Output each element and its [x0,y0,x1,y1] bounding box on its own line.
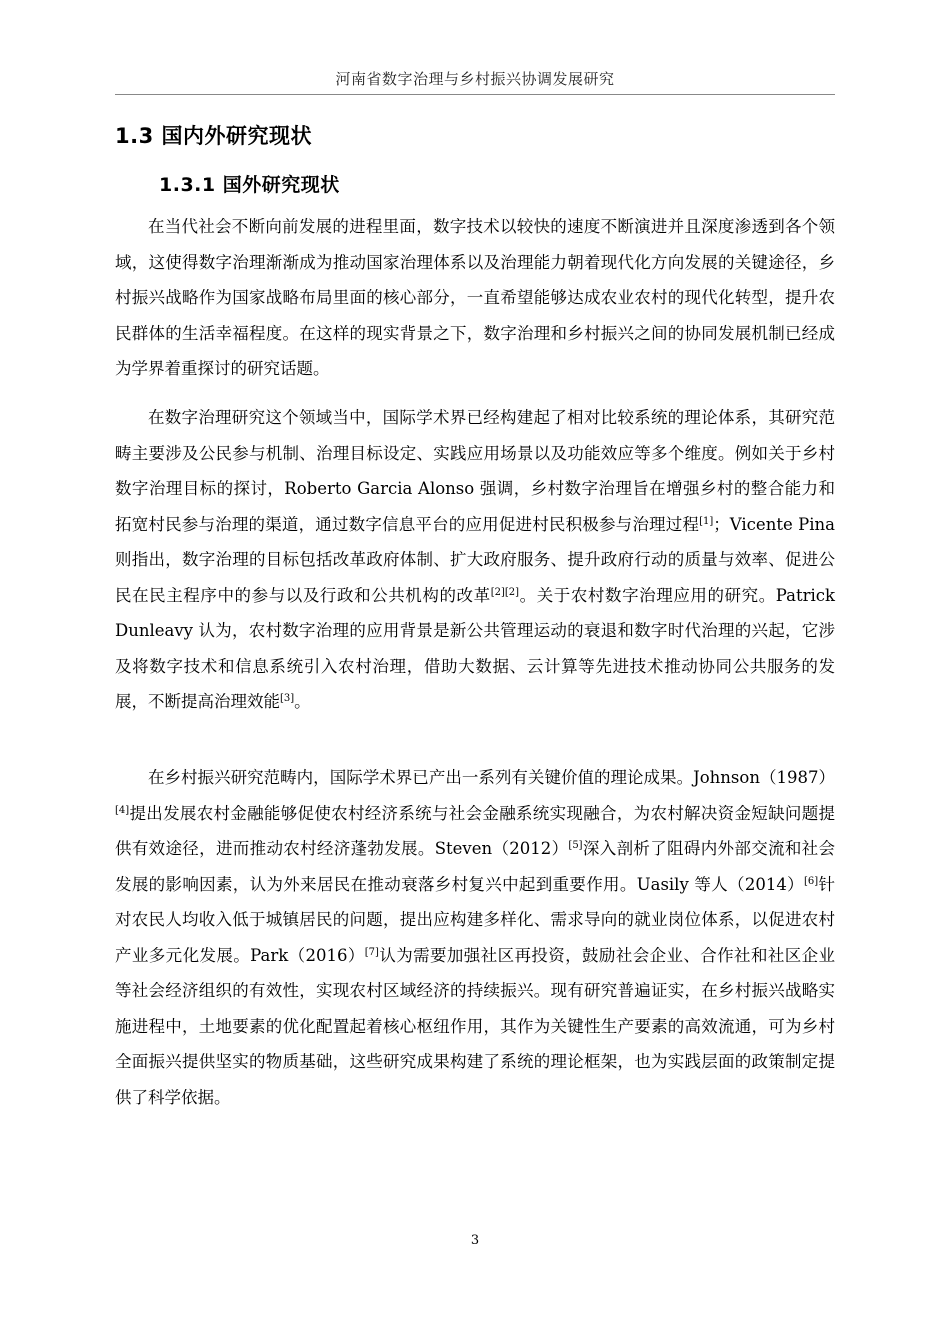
paragraph-1: 在当代社会不断向前发展的进程里面，数字技术以较快的速度不断演进并且深度渗透到各个领域，这使得数字治理渐渐成为推动国家治理体系以及治理能力朝着现代化方向发展的关键途径，乡村振兴战略作为国家战略布局里面的核心部分，一直希望能够达成农业农村的现代化转型，提升农民群体的生活幸福程度。在这样的现实背景之下，数字治理和乡村振兴之间的协同发展机制已经成为学界着重探讨的研究话题。 [115,217,835,378]
paragraph-2-text-3: 。关于农村数字治理应用的研究。Patrick Dunleavy 认为，农村数字治理的应用背景是新公共管理运动的衰退和数字时代治理的兴起，它涉及将数字技术和信息系统引入农村治理，借助大数据、云计算等先进技术推动协同公共服务的发展，不断提高治理效能 [115,585,836,711]
paragraph-2-text-4: 。 [294,692,311,711]
paragraph-3-text-1: 在乡村振兴研究范畴内，国际学术界已产出一系列有关键价值的理论成果。Johnson（1987） [148,768,835,787]
citation-3: [3] [280,693,295,704]
citation-5: [5] [568,840,583,851]
page-number: 3 [470,1233,480,1248]
paragraph-3-text-3: 深入剖析了阻碍内外部交流和社会发展的影响因素，认为外来居民在推动衰落乡村复兴中起到重要作用。Uasily 等人（2014） [115,839,835,894]
paragraph-3-text-2: 提出发展农村金融能够促使农村经济系统与社会金融系统实现融合，为农村解决资金短缺问题提供有效途径，进而推动农村经济蓬勃发展。Steven（2012） [115,803,835,858]
citation-4: [4] [115,804,130,816]
paragraph-2-text-2: ；Vicente Pina 则指出，数字治理的目标包括改革政府体制、扩大政府服务、提升政府行动的质量与效率、促进公民在民主程序中的参与以及行政和公共机构的改革 [115,514,835,605]
paragraph-2 [115,400,835,720]
paragraph-3-text-5: 认为需要加强社区再投资，鼓励社会企业、合作社和社区企业等社会经济组织的有效性，实现农村区域经济的持续振兴。现有研究普遍证实，在乡村振兴战略实施进程中，土地要素的优化配置起着核心枢纽作用，其作为关键性生产要素的高效流通，可为乡村全面振兴提供坚实的物质基础，这些研究成果构建了系统的理论框架，也为实践层面的政策制定提供了科学依据。 [115,945,836,1107]
citation-7: [7] [364,946,379,958]
paragraph-3-text-4: 针对农民人均收入低于城镇居民的问题，提出应构建多样化、需求导向的就业岗位体系，以促进农村产业多元化发展。Park（2016） [115,874,836,965]
citation-2: [2][2] [490,586,520,598]
section-heading: 1.3 国内外研究现状 [115,124,313,148]
citation-1: [1] [699,515,714,527]
header-rule [115,94,835,95]
paragraph-2-text-1: 在数字治理研究这个领域当中，国际学术界已经构建起了相对比较系统的理论体系，其研究范畴主要涉及公民参与机制、治理目标设定、实践应用场景以及功能效应等多个维度。例如关于乡村数字治理目标的探讨，Roberto Garcia Alonso 强调，乡村数字治理旨在增强乡村的整合能力和拓宽村民参与治理的渠道，通过数字信息平台的应用促进村民积极参与治理过程 [115,408,835,534]
subsection-heading: 1.3.1 国外研究现状 [159,174,340,196]
running-header: 河南省数字治理与乡村振兴协调发展研究 [335,70,615,88]
citation-6: [6] [804,875,819,887]
paragraph-3 [115,760,835,1115]
